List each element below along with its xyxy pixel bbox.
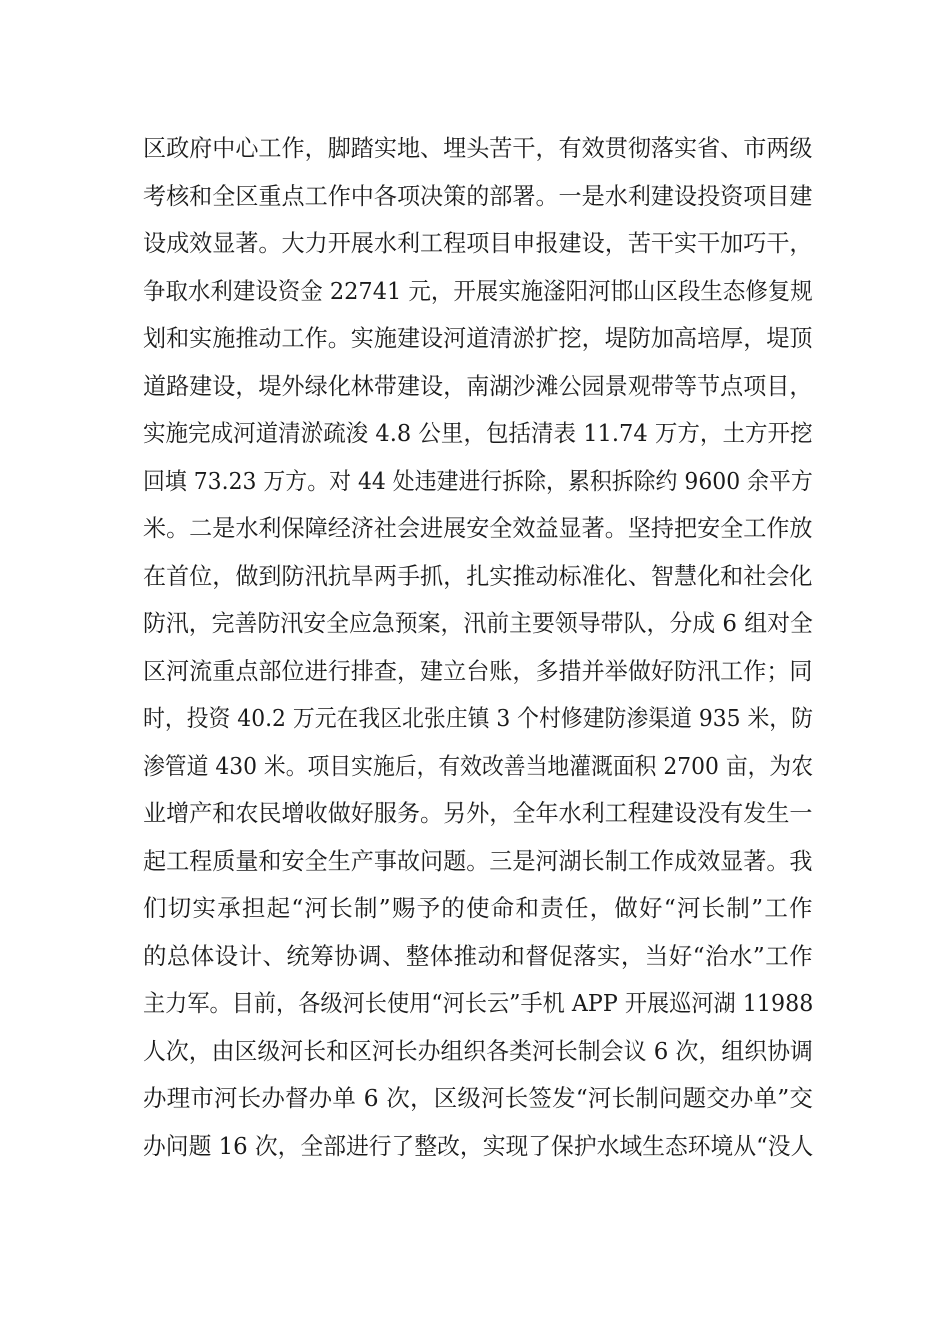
text-line: 区政府中心工作，脚踏实地、埋头苦干，有效贯彻落实省、市两级 xyxy=(143,134,813,162)
text-line: 区河流重点部位进行排查，建立台账，多措并举做好防汛工作；同 xyxy=(143,656,813,685)
text-line: 考核和全区重点工作中各项决策的部署。一是水利建设投资项目建 xyxy=(143,181,813,210)
text-line: 起工程质量和安全生产事故问题。三是河湖长制工作成效显著。我 xyxy=(143,846,813,875)
body-text xyxy=(143,125,813,1170)
text-line: 办理市河长办督办单 6 次，区级河长签发“河长制问题交办单”交 xyxy=(143,1084,814,1112)
text-line: 们切实承担起“河长制”赐予的使命和责任，做好“河长制”工作 xyxy=(143,894,814,922)
text-line: 在首位，做到防汛抗旱两手抓，扎实推动标准化、智慧化和社会化 xyxy=(143,561,813,590)
text-line: 渗管道 430 米。项目实施后，有效改善当地灌溉面积 2700 亩，为农 xyxy=(143,751,814,780)
text-line: 业增产和农民增收做好服务。另外，全年水利工程建设没有发生一 xyxy=(143,799,813,827)
text-line: 设成效显著。大力开展水利工程项目申报建设，苦干实干加巧干， xyxy=(143,229,813,257)
text-line: 米。二是水利保障经济社会进展安全效益显著。坚持把安全工作放 xyxy=(143,514,813,542)
text-line: 人次，由区级河长和区河长办组织各类河长制会议 6 次，组织协调 xyxy=(143,1036,813,1065)
text-line: 防汛，完善防汛安全应急预案，汛前主要领导带队，分成 6 组对全 xyxy=(143,609,813,637)
text-line: 划和实施推动工作。实施建设河道清淤扩挖，堤防加高培厚，堤顶 xyxy=(143,324,813,352)
text-line: 道路建设，堤外绿化林带建设，南湖沙滩公园景观带等节点项目， xyxy=(143,371,813,400)
text-line: 的总体设计、统筹协调、整体推动和督促落实，当好“治水”工作 xyxy=(143,941,813,970)
text-line: 办问题 16 次，全部进行了整改，实现了保护水域生态环境从“没人 xyxy=(143,1131,814,1160)
text-line: 争取水利建设资金 22741 元，开展实施滏阳河邯山区段生态修复规 xyxy=(143,276,813,305)
text-line: 回填 73.23 万方。对 44 处违建进行拆除，累积拆除约 9600 余平方 xyxy=(143,466,813,495)
text-line: 时，投资 40.2 万元在我区北张庄镇 3 个村修建防渗渠道 935 米，防 xyxy=(143,704,813,732)
text-line: 实施完成河道清淤疏浚 4.8 公里，包括清表 11.74 万方，土方开挖 xyxy=(143,419,813,447)
text-line: 主力军。目前，各级河长使用“河长云”手机 APP 开展巡河湖 11988 xyxy=(143,989,814,1017)
